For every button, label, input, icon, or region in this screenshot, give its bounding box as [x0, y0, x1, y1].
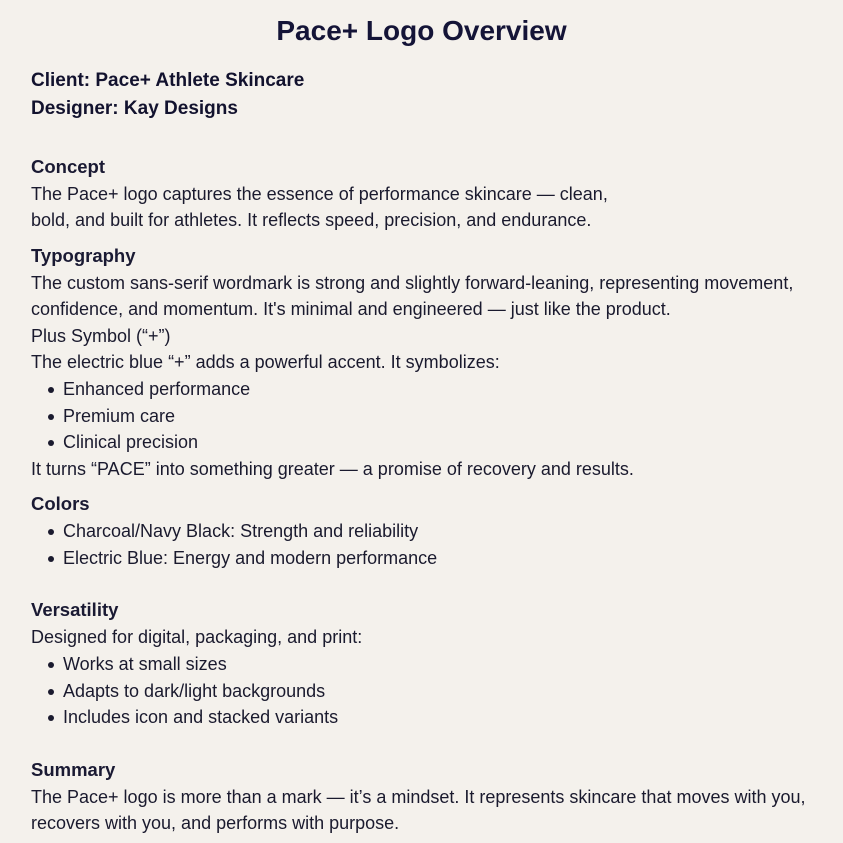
typography-text-line: confidence, and momentum. It's minimal and engineered — just like the product.: [31, 299, 671, 319]
concept-heading: Concept: [31, 156, 105, 177]
page-title: Pace+ Logo Overview: [276, 15, 567, 46]
summary-text-line: recovers with you, and performs with purpose.: [31, 813, 400, 833]
summary-heading: Summary: [31, 759, 116, 780]
concept-text-line: The Pace+ logo captures the essence of performance skincare — clean,: [31, 184, 608, 204]
colors-list: [31, 518, 437, 571]
versatility-heading: Versatility: [31, 599, 119, 620]
versatility-intro: Designed for digital, packaging, and print:: [31, 627, 363, 647]
plus-symbol-outro: It turns “PACE” into something greater — a promise of recovery and results.: [31, 459, 634, 479]
versatility-list: [31, 651, 338, 731]
list-item: Adapts to dark/light backgrounds: [31, 678, 338, 705]
plus-symbol-list: [31, 376, 250, 456]
list-item: Clinical precision: [31, 429, 250, 456]
list-item: Works at small sizes: [31, 651, 338, 678]
client-line: Client: Pace+ Athlete Skincare: [31, 70, 305, 91]
list-item: Premium care: [31, 403, 250, 430]
plus-symbol-intro: The electric blue “+” adds a powerful accent. It symbolizes:: [31, 352, 500, 372]
list-item: Includes icon and stacked variants: [31, 704, 338, 731]
list-item: Enhanced performance: [31, 376, 250, 403]
typography-heading: Typography: [31, 245, 136, 266]
concept-text-line: bold, and built for athletes. It reflects speed, precision, and endurance.: [31, 210, 592, 230]
designer-line: Designer: Kay Designs: [31, 98, 238, 119]
colors-heading: Colors: [31, 493, 90, 514]
plus-symbol-heading: Plus Symbol (“+”): [31, 326, 171, 346]
list-item: Charcoal/Navy Black: Strength and reliability: [31, 518, 437, 545]
typography-text-line: The custom sans-serif wordmark is strong and slightly forward-leaning, representing movement,: [31, 273, 794, 293]
list-item: Electric Blue: Energy and modern performance: [31, 545, 437, 572]
summary-text-line: The Pace+ logo is more than a mark — it’s a mindset. It represents skincare that moves with you,: [31, 787, 806, 807]
